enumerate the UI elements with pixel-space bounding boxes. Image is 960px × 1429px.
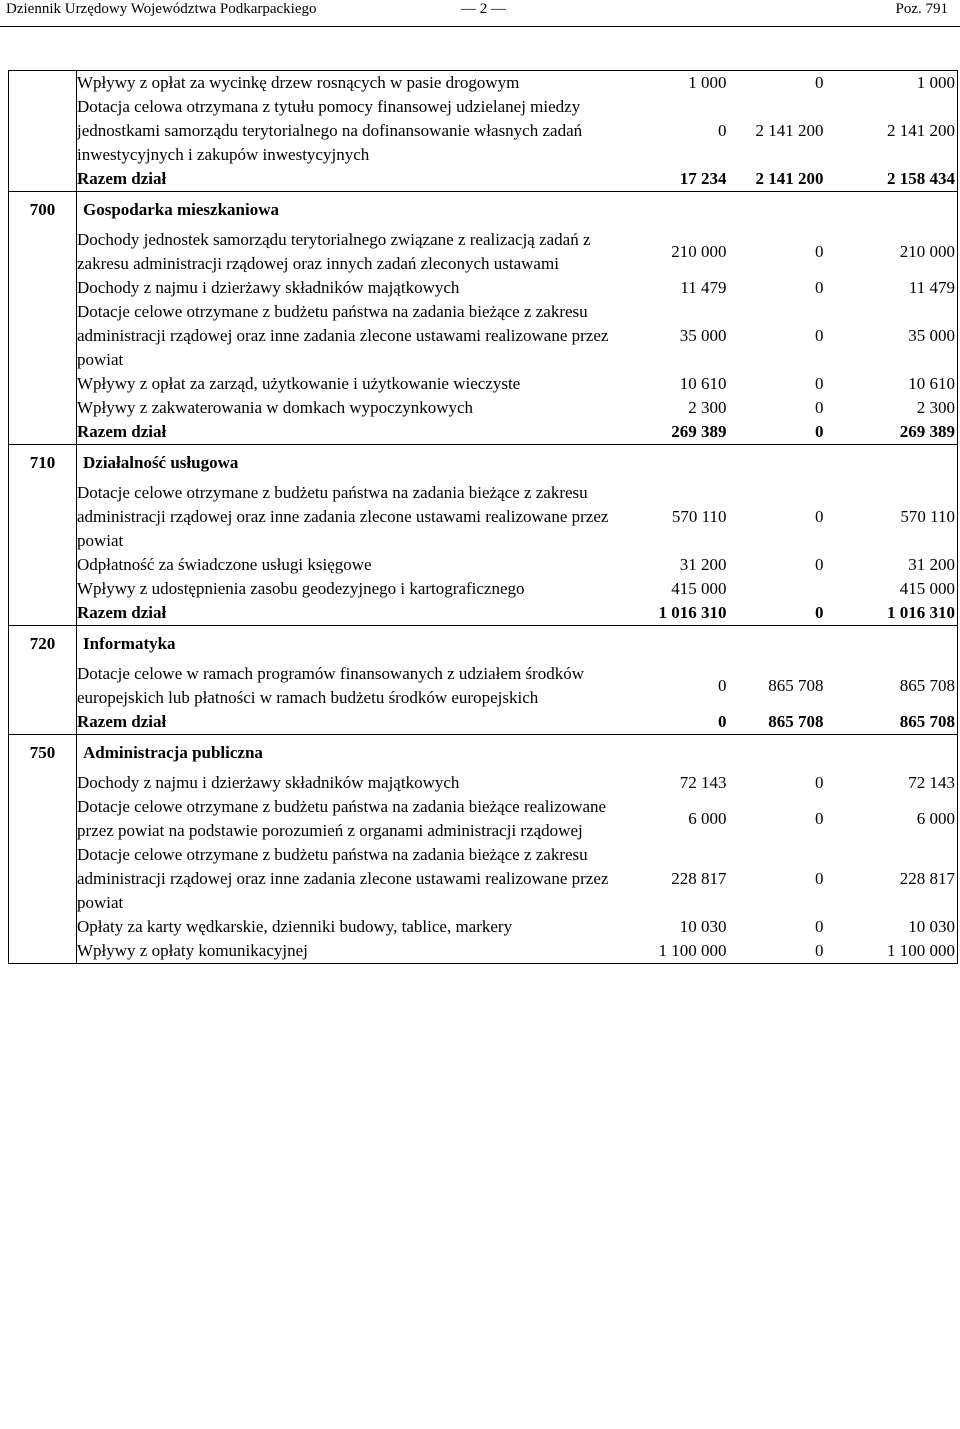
budget-income-table: [8, 70, 958, 964]
value-change: 0: [815, 326, 824, 345]
item-description: Dotacje celowe otrzymane z budżetu państwa na zadania bieżące z zakresu administracji rządowej oraz inne zadania zlecone ustawami realizowane przez powiat: [77, 845, 609, 912]
value-change: 0: [815, 398, 824, 417]
section-fill: [615, 735, 958, 772]
dzial-code: [9, 915, 77, 939]
dzial-code: 700: [9, 192, 77, 229]
value-change: 2 141 200: [755, 169, 824, 188]
value-change: 2 141 200: [755, 121, 824, 140]
item-description: Opłaty za karty wędkarskie, dzienniki budowy, tablice, markery: [77, 917, 513, 936]
item-description: Dotacje celowe otrzymane z budżetu państwa na zadania bieżące z zakresu administracji rządowej oraz inne zadania zlecone ustawami realizowane przez powiat: [77, 483, 609, 550]
total-row: [9, 167, 958, 192]
value-current: 415 000: [671, 579, 727, 598]
table-row: [9, 795, 958, 843]
table-row: [9, 843, 958, 915]
value-change: 0: [815, 603, 824, 622]
dzial-code: [9, 601, 77, 626]
position-number: Poz. 791: [895, 1, 948, 17]
table-row: [9, 372, 958, 396]
table-row: [9, 71, 958, 96]
item-description: Dochody z najmu i dzierżawy składników majątkowych: [77, 278, 460, 297]
total-label: Razem dział: [77, 603, 167, 622]
dzial-code: [9, 771, 77, 795]
value-change: 0: [815, 422, 824, 441]
value-current: 0: [718, 121, 727, 140]
dzial-code: [9, 95, 77, 167]
value-current: 35 000: [679, 326, 727, 345]
value-after-change: 10 030: [824, 915, 958, 939]
value-after-change: 2 158 434: [824, 167, 958, 192]
item-description: Odpłatność za świadczone usługi księgowe: [77, 555, 372, 574]
section-title: Gospodarka mieszkaniowa: [77, 192, 615, 229]
value-after-change: 415 000: [824, 577, 958, 601]
dzial-code: [9, 553, 77, 577]
dzial-code: [9, 276, 77, 300]
value-current: 269 389: [671, 422, 727, 441]
value-after-change: 865 708: [824, 710, 958, 735]
value-change: 865 708: [768, 712, 824, 731]
dzial-code: 710: [9, 445, 77, 482]
section-fill: [615, 192, 958, 229]
table-row: [9, 95, 958, 167]
section-fill: [615, 445, 958, 482]
value-after-change: 210 000: [824, 228, 958, 276]
value-change: 0: [815, 917, 824, 936]
section-row: [9, 735, 958, 772]
value-after-change: 1 000: [824, 71, 958, 96]
page-number: — 2 —: [461, 1, 506, 17]
value-change: 0: [815, 809, 824, 828]
value-current: 11 479: [680, 278, 727, 297]
item-description: Wpływy z udostępnienia zasobu geodezyjnego i kartograficznego: [77, 579, 525, 598]
table-row: [9, 553, 958, 577]
value-after-change: 1 016 310: [824, 601, 958, 626]
dzial-code: [9, 481, 77, 553]
value-current: 1 100 000: [615, 939, 727, 964]
value-current: 17 234: [679, 169, 727, 188]
table-row: [9, 915, 958, 939]
item-description: Wpływy z opłat za wycinkę drzew rosnących w pasie drogowym: [77, 71, 615, 96]
page-header: [0, 0, 960, 26]
header-rule: [0, 26, 960, 27]
section-row: [9, 626, 958, 663]
total-row: [9, 601, 958, 626]
value-change: 0: [815, 869, 824, 888]
item-description: Wpływy z opłaty komunikacyjnej: [77, 939, 615, 964]
value-after-change: 865 708: [824, 662, 958, 710]
value-current: 31 200: [679, 555, 727, 574]
item-description: Dochody z najmu i dzierżawy składników majątkowych: [77, 773, 460, 792]
item-description: Wpływy z zakwaterowania w domkach wypoczynkowych: [77, 398, 474, 417]
value-current: 6 000: [688, 809, 727, 828]
item-description: Dotacje celowe otrzymane z budżetu państwa na zadania bieżące realizowane przez powiat na podstawie porozumień z organami administracji rządowej: [77, 797, 607, 840]
table-row: [9, 300, 958, 372]
value-current: 210 000: [671, 242, 727, 261]
table-row: [9, 276, 958, 300]
value-after-change: 31 200: [824, 553, 958, 577]
value-after-change: 11 479: [824, 276, 958, 300]
section-title: Informatyka: [77, 626, 615, 663]
dzial-code: [9, 577, 77, 601]
value-after-change: 1 100 000: [824, 939, 958, 964]
value-current: 1 016 310: [658, 603, 727, 622]
dzial-code: [9, 300, 77, 372]
dzial-code: [9, 228, 77, 276]
dzial-code: [9, 372, 77, 396]
value-after-change: 269 389: [824, 420, 958, 445]
value-after-change: 10 610: [824, 372, 958, 396]
value-current: 2 300: [688, 398, 727, 417]
value-current: 570 110: [671, 507, 727, 526]
total-row: [9, 710, 958, 735]
value-after-change: 72 143: [824, 771, 958, 795]
item-description: Dochody jednostek samorządu terytorialnego związane z realizacją zadań z zakresu administracji rządowej oraz innych zadań zleconych ustawami: [77, 230, 591, 273]
dzial-code: [9, 167, 77, 192]
dzial-code: [9, 710, 77, 735]
value-after-change: 2 141 200: [824, 95, 958, 167]
section-title: Działalność usługowa: [77, 445, 615, 482]
value-current: 10 030: [679, 917, 727, 936]
item-description: Dotacje celowe w ramach programów finansowanych z udziałem środków europejskich lub płatności w ramach budżetu środków europejskich: [77, 664, 584, 707]
value-current: 72 143: [679, 773, 727, 792]
value-change: 0: [727, 939, 824, 964]
value-change: 0: [815, 242, 824, 261]
table-row: [9, 228, 958, 276]
value-after-change: 570 110: [824, 481, 958, 553]
section-row: [9, 445, 958, 482]
table-row: [9, 481, 958, 553]
value-current: 0: [718, 712, 727, 731]
value-change: 865 708: [768, 676, 824, 695]
dzial-code: [9, 939, 77, 964]
total-row: [9, 420, 958, 445]
journal-title: Dziennik Urzędowy Województwa Podkarpackiego: [6, 1, 317, 17]
dzial-code: [9, 795, 77, 843]
value-after-change: 2 300: [824, 396, 958, 420]
item-description: Wpływy z opłat za zarząd, użytkowanie i użytkowanie wieczyste: [77, 374, 521, 393]
value-change: [727, 577, 824, 601]
table-row: [9, 662, 958, 710]
section-fill: [615, 626, 958, 663]
dzial-code: 720: [9, 626, 77, 663]
total-label: Razem dział: [77, 712, 167, 731]
table-row: [9, 771, 958, 795]
table-row: [9, 577, 958, 601]
value-change: 0: [815, 278, 824, 297]
value-after-change: 35 000: [824, 300, 958, 372]
total-label: Razem dział: [77, 422, 167, 441]
value-change: 0: [727, 71, 824, 96]
dzial-code: [9, 843, 77, 915]
value-after-change: 228 817: [824, 843, 958, 915]
item-description: Dotacje celowe otrzymane z budżetu państwa na zadania bieżące z zakresu administracji rządowej oraz inne zadania zlecone ustawami realizowane przez powiat: [77, 302, 609, 369]
value-change: 0: [815, 555, 824, 574]
dzial-code: [9, 662, 77, 710]
table-row: [9, 939, 958, 964]
value-change: 0: [815, 507, 824, 526]
dzial-code: [9, 420, 77, 445]
table-row: [9, 396, 958, 420]
value-change: 0: [815, 773, 824, 792]
value-after-change: 6 000: [824, 795, 958, 843]
value-change: 0: [815, 374, 824, 393]
total-label: Razem dział: [77, 169, 167, 188]
value-current: 228 817: [671, 869, 727, 888]
value-current: 0: [718, 676, 727, 695]
section-title: Administracja publiczna: [77, 735, 615, 772]
dzial-code: 750: [9, 735, 77, 772]
dzial-code: [9, 71, 77, 96]
item-description: Dotacja celowa otrzymana z tytułu pomocy finansowej udzielanej miedzy jednostkami samorządu terytorialnego na dofinansowanie własnych zadań inwestycyjnych i zakupów inwestycyjnych: [77, 97, 583, 164]
value-current: 10 610: [679, 374, 727, 393]
value-current: 1 000: [615, 71, 727, 96]
section-row: [9, 192, 958, 229]
dzial-code: [9, 396, 77, 420]
